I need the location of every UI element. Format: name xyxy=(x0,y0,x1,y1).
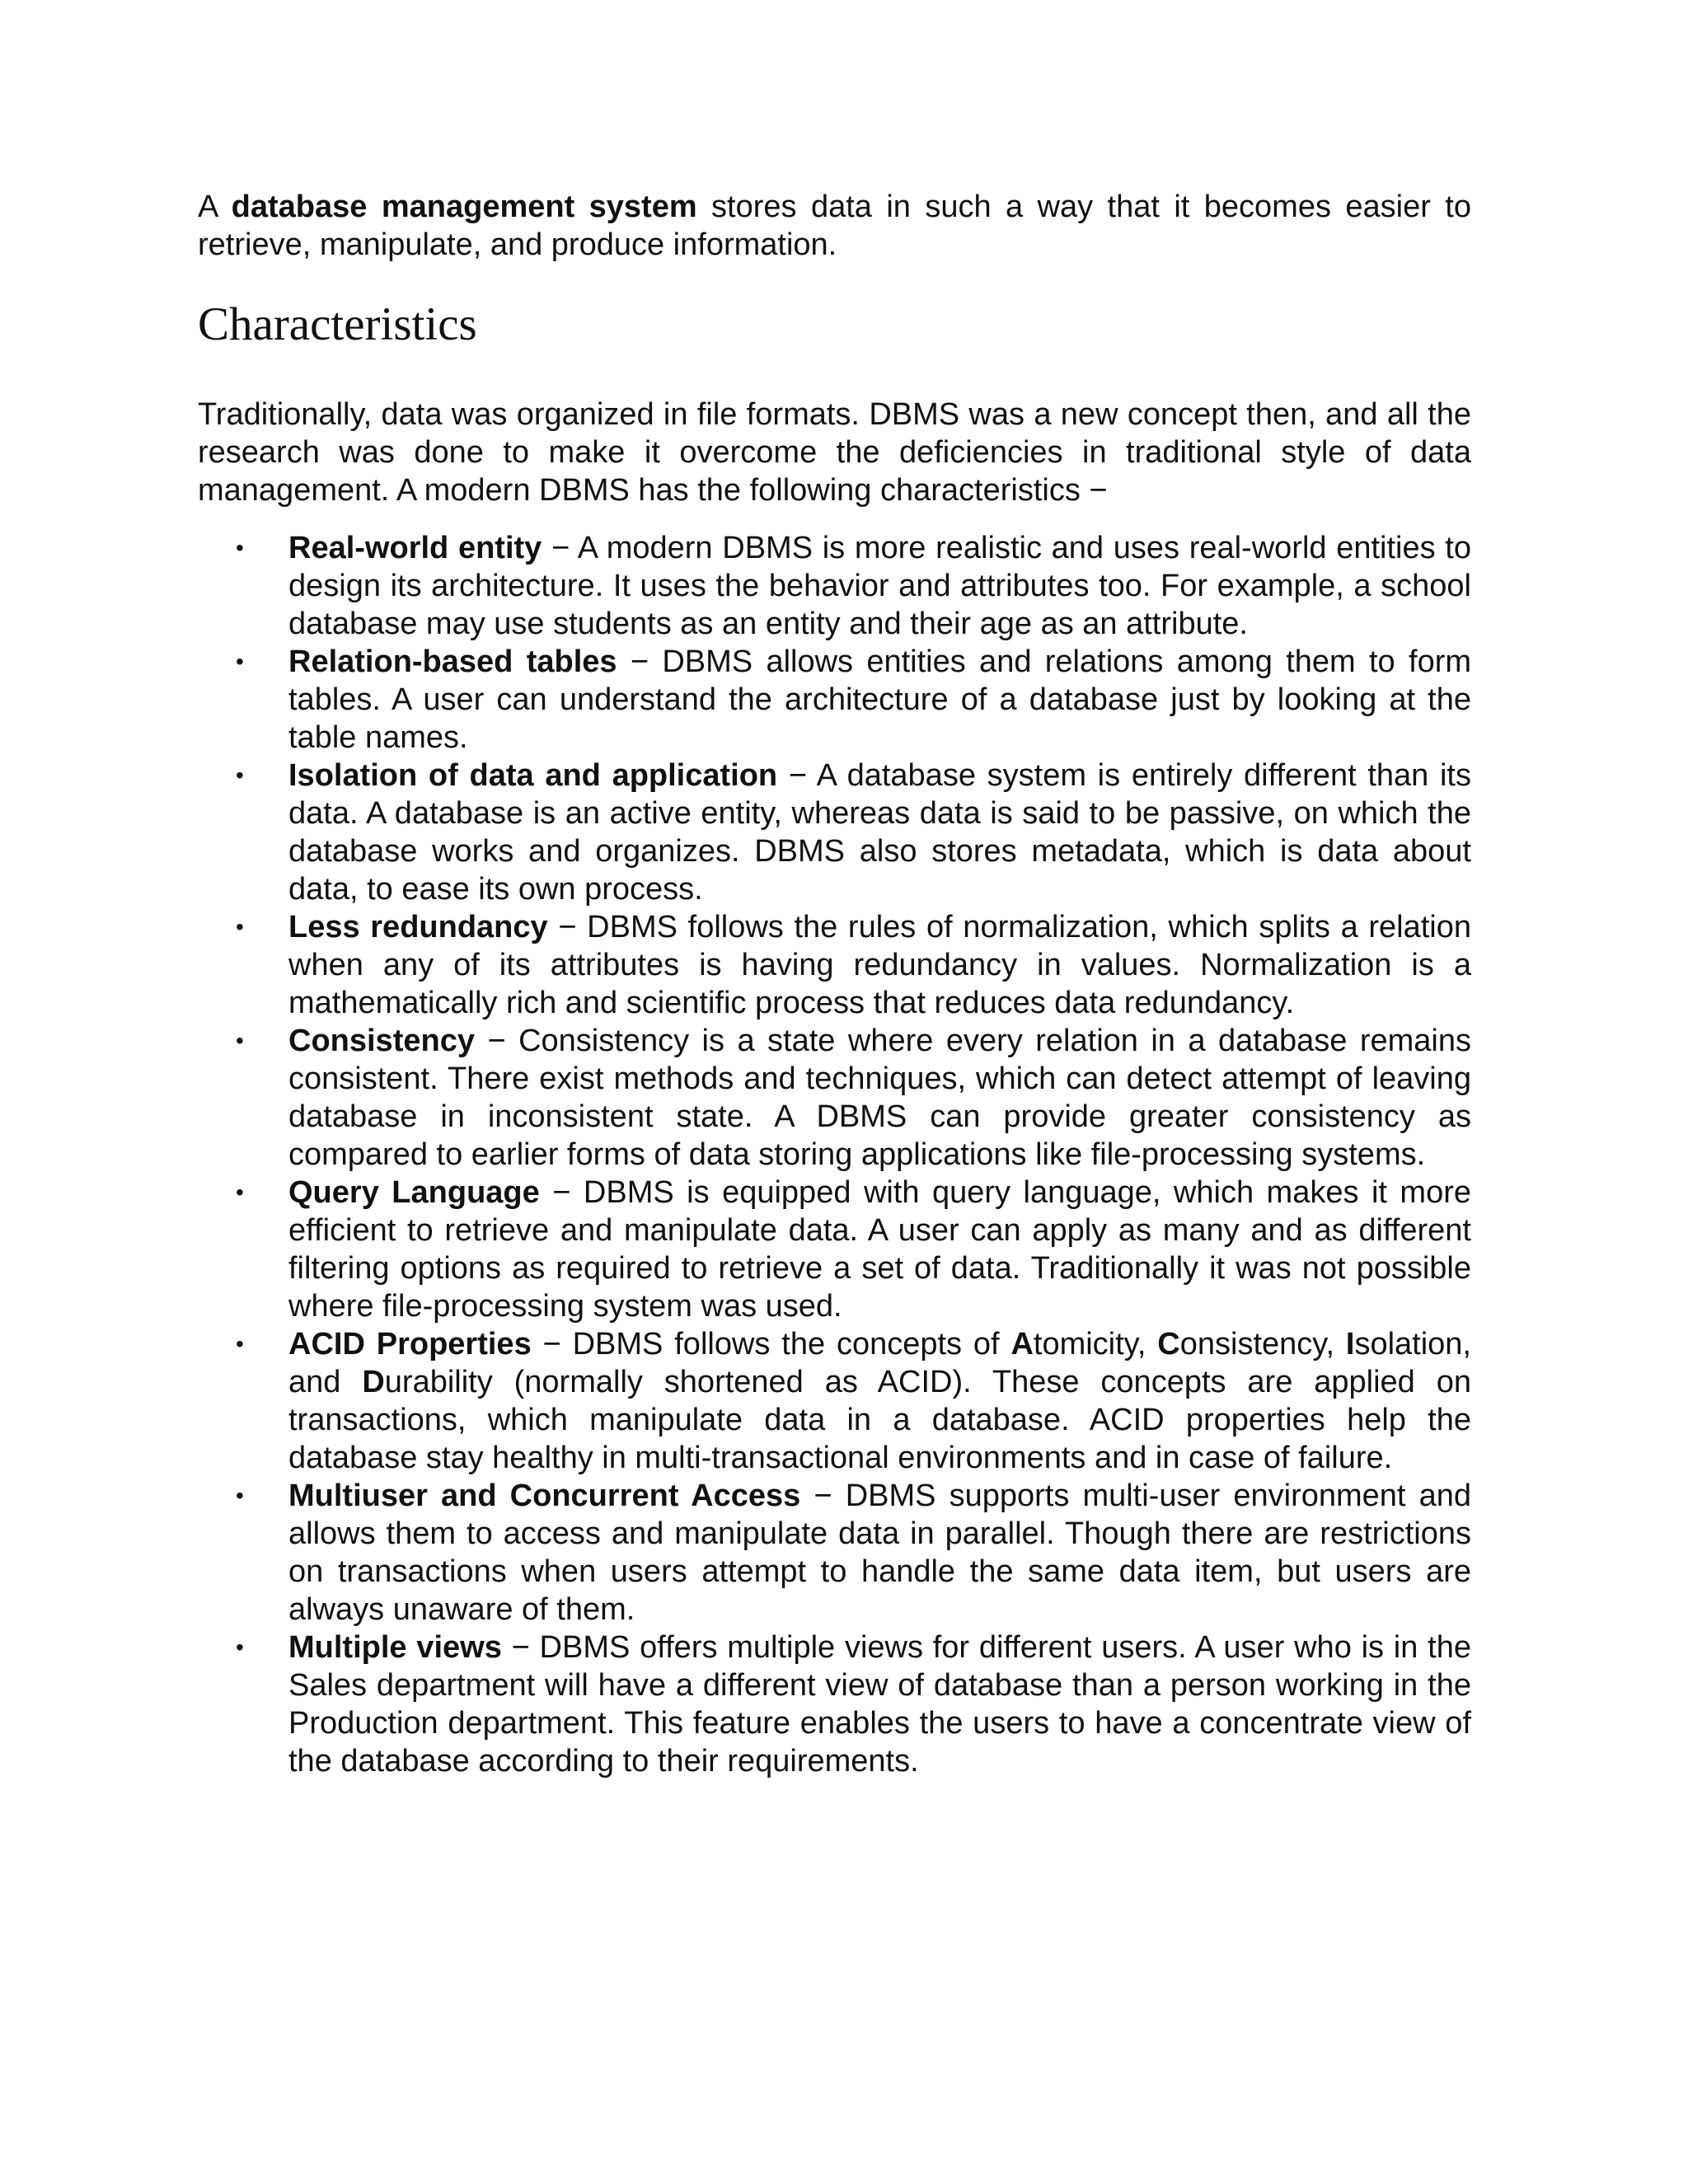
list-item-relation-based-tables xyxy=(198,643,1471,757)
acid-text-i: solation, and xyxy=(288,1327,1471,1399)
acid-letter-i: I xyxy=(1345,1327,1355,1361)
acid-text-a: tomicity, xyxy=(1033,1327,1158,1361)
bullet-icon: • xyxy=(236,1634,244,1660)
item-term: ACID Properties xyxy=(288,1327,532,1361)
intro-term: database management system xyxy=(231,190,697,224)
acid-pre: − DBMS follows the concepts of xyxy=(531,1327,1011,1361)
acid-text-c: onsistency, xyxy=(1179,1327,1346,1361)
list-item-multiple-views xyxy=(198,1629,1471,1780)
section-lead-paragraph: Traditionally, data was organized in file formats. DBMS was a new concept then, and all the research was done to make it overcome the deficiencies in traditional style of data management. A modern DBMS has the following characteristics − xyxy=(198,397,1471,508)
bullet-icon: • xyxy=(236,1331,244,1357)
acid-letter-a: A xyxy=(1010,1327,1034,1361)
document-page xyxy=(198,188,1471,1780)
list-item-multiuser-access xyxy=(198,1477,1471,1629)
item-text: − A modern DBMS is more realistic and uses real-world entities to design its architecture. It uses the behavior and attributes too. For example, a school database may use students as an entity and their age as an attribute. xyxy=(288,531,1471,641)
bullet-icon: • xyxy=(236,1483,244,1508)
item-term: Isolation of data and application xyxy=(288,758,778,793)
item-text: − Consistency is a state where every relation in a database remains consistent. There exist methods and techniques, which can detect attempt of leaving database in inconsistent state. A DBMS can provide greater consistency as compared to earlier forms of data storing applications like file-processing systems. xyxy=(288,1024,1471,1172)
item-text: − DBMS follows the rules of normalization, which splits a relation when any of its attributes is having redundancy in values. Normalization is a mathematically rich and scientific process that reduces data redundancy. xyxy=(288,910,1471,1020)
list-item-query-language xyxy=(198,1174,1471,1325)
item-term: Multiuser and Concurrent Access xyxy=(288,1479,801,1513)
item-term: Real-world entity xyxy=(288,531,542,565)
bullet-icon: • xyxy=(236,535,244,560)
bullet-icon: • xyxy=(236,1179,244,1205)
bullet-icon: • xyxy=(236,762,244,788)
item-term: Relation-based tables xyxy=(288,644,617,679)
acid-letter-c: C xyxy=(1157,1327,1180,1361)
item-term: Consistency xyxy=(288,1024,475,1058)
list-item-isolation xyxy=(198,757,1471,908)
item-text: − DBMS allows entities and relations among them to form tables. A user can understand the architecture of a database just by looking at the table names. xyxy=(288,644,1472,755)
acid-text-d: urability (normally shortened as ACID). These concepts are applied on transactions, which manipulate data in a database. ACID properties help the database stay healthy in multi-transactional environments and in case of failure. xyxy=(288,1365,1471,1475)
bullet-icon: • xyxy=(236,1028,244,1053)
bullet-icon: • xyxy=(236,649,244,674)
intro-suffix: stores data in such a way that it becomes easier to retrieve, manipulate, and produce information. xyxy=(198,190,1471,262)
item-term: Less redundancy xyxy=(288,910,548,944)
characteristics-list xyxy=(198,529,1471,1780)
intro-prefix: A xyxy=(198,190,232,224)
list-item-real-world-entity xyxy=(198,529,1471,643)
item-term: Multiple views xyxy=(288,1630,502,1665)
list-item-less-redundancy xyxy=(198,908,1471,1022)
item-text: − A database system is entirely different than its data. A database is an active entity, whereas data is said to be passive, on which the database works and organizes. DBMS also stores metadata, which is data about data, to ease its own process. xyxy=(288,758,1471,907)
list-item-acid-properties xyxy=(198,1325,1471,1477)
item-text: − DBMS offers multiple views for different users. A user who is in the Sales department will have a different view of database than a person working in the Production department. This feature enables the users to have a concentrate view of the database according to their requirements. xyxy=(288,1630,1471,1779)
intro-paragraph xyxy=(198,188,1471,264)
item-term: Query Language xyxy=(288,1175,540,1210)
acid-letter-d: D xyxy=(362,1365,385,1399)
item-text: − DBMS is equipped with query language, which makes it more efficient to retrieve and manipulate data. A user can apply as many and as different filtering options as required to retrieve a set of data. Traditionally it was not possible where file-processing system was used. xyxy=(288,1175,1472,1324)
section-heading: Characteristics xyxy=(198,298,477,350)
list-item-consistency xyxy=(198,1022,1471,1174)
item-text: − DBMS supports multi-user environment and allows them to access and manipulate data in parallel. Though there are restrictions on transactions when users attempt to handle the same data item, but users are always unaware of them. xyxy=(288,1479,1471,1627)
bullet-icon: • xyxy=(236,914,244,940)
